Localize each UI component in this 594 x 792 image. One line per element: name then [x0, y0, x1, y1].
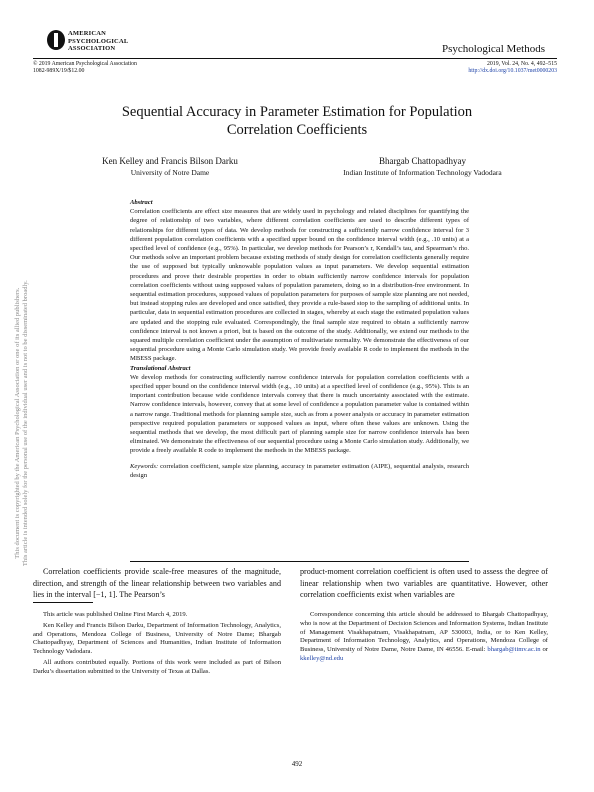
- email-link[interactable]: kkelley@nd.edu: [300, 654, 344, 662]
- citation-meta: [468, 61, 557, 75]
- publisher-name-line: AMERICAN: [68, 30, 107, 37]
- issn-line: 1082-989X/19/$12.00: [33, 68, 85, 74]
- footnote-correspondence: [300, 611, 548, 666]
- volume-line: 2019, Vol. 24, No. 4, 492–515: [487, 61, 557, 67]
- page-number: 492: [291, 760, 303, 768]
- correspondence-text: Correspondence concerning this article should be addressed to Bhargab Chattopadhyay, who is now at the Department of Decision Sciences and Information Systems, Indian Institute of Management Visakhapatnam, Visakhapatnam, AP 530003, India, or to Ken Kelley, Department of Information Technology, Analytics, and Operations, Mendoza College of Business, University of Notre Dame, Notre Dame, IN 46556. E-mail:: [300, 611, 548, 654]
- side-notice-line: This document is copyrighted by the American Psychological Association or one of its allied publishers.: [13, 287, 21, 559]
- side-notice-line: This article is intended solely for the personal use of the individual user and is not to be disseminated broadly.: [22, 280, 29, 567]
- body-text-right: product-moment correlation coefficient is often used to assess the degree of linear relationship when two variables are quantitative. However, other correlation coefficients exist when variables are: [300, 567, 548, 600]
- author-block: [300, 156, 545, 178]
- publisher-name-line: ASSOCIATION: [68, 45, 116, 52]
- header-rule: [33, 58, 557, 59]
- abstract-heading: Abstract: [130, 199, 153, 206]
- footnote-rule: [33, 602, 93, 603]
- footnote: This article was published Online First March 4, 2019.: [43, 611, 188, 618]
- author-names: Bhargab Chattopadhyay: [378, 156, 467, 166]
- publisher-name: [68, 30, 128, 53]
- email-link[interactable]: bhargab@iimv.ac.in: [487, 646, 541, 654]
- author-names: Ken Kelley and Francis Bilson Darku: [102, 156, 238, 166]
- keywords: [130, 462, 469, 480]
- abstract-section: [130, 198, 469, 480]
- footnote: All authors contributed equally. Portions of this work were included as part of Bilson Darku’s dissertation submitted to the University of Texas at Dallas.: [33, 658, 281, 675]
- title-line: Correlation Coefficients: [226, 122, 368, 138]
- author-affiliation: Indian Institute of Information Technology Vadodara: [343, 168, 502, 177]
- author-affiliation: University of Notre Dame: [130, 168, 210, 177]
- article-title: [60, 103, 534, 139]
- translational-abstract-heading: Translational Abstract: [130, 364, 191, 372]
- author-block: [60, 156, 280, 178]
- keywords-label: Keywords:: [130, 462, 159, 470]
- copyright-side-notice: [14, 203, 30, 643]
- copyright-line: © 2019 American Psychological Association: [33, 61, 137, 67]
- apa-logo-icon: [47, 30, 65, 50]
- doi-link[interactable]: http://dx.doi.org/10.1037/met0000203: [468, 68, 557, 74]
- translational-abstract-text: We develop methods for constructing sufficiently narrow confidence intervals for population correlation coefficients with a specified upper bound on the confidence interval width (e.g., .10 units) at a specified level of confidence (e.g., 95%). This is an important contribution because wide confidence intervals convey that there is much uncertainty associated with the estimate. Narrow confidence intervals, however, convey that at some level of confidence a population parameter value is contained within a narrow range. Traditional methods for planning sample size, such as from a power analysis or accuracy in parameter estimation perspective required population parameters or supposed values as input, where often these values are unknown. Using the sequential methods that we develop, the most difficult part of planning sample size for narrow confidence intervals has been eliminated. We demonstrate the effectiveness of our sequential procedure using a Monte Carlo simulation study. Additionally, we provide a freely available R code to implement the methods in the MBESS package.: [130, 373, 469, 455]
- abstract-rule: [130, 561, 469, 562]
- or-text: or: [542, 646, 548, 654]
- title-line: Sequential Accuracy in Parameter Estimation for Population: [121, 104, 473, 120]
- abstract-text: Correlation coefficients are effect size measures that are widely used in psychology and related disciplines for quantifying the degree of relationship of two variables, where different correlation coefficients are used to describe different types of relationships for different types of data. We develop methods for constructing a sufficiently narrow confidence interval for 3 different population correlation coefficients with a specified upper bound on the confidence interval width (e.g., .10 units) at a specified level of confidence (e.g., 95%). In particular, we develop methods for Pearson’s r, Kendall’s tau, and Spearman’s rho. Our methods solve an important problem because existing methods of study design for correlation coefficients generally require the use of supposed but typically unknowable population values as input parameters. We develop sequential estimation procedures and prove their desirable properties in order to obtain sufficiently narrow confidence intervals for population correlation coefficients without using supposed values of population parameters, doing so in a distribution-free environment. In sequential estimation procedures, supposed values of population parameters for purposes of sample size planning are not needed, but instead stopping rules are developed and once satisfied, they provide a rule-based stop to the sampling of additional units. In particular, data in sequential estimation procedures are collected in stages, whereby at each stage the estimated population values are updated and the stopping rule evaluated. Correspondingly, the final sample size required to obtain a sufficiently narrow confidence interval is not known a priori, but is based on the outcome of the study. Additionally, we extend our methods to the squared multiple correlation coefficient under the assumption of multivariate normality. We demonstrate the effectiveness of our sequential procedure using a Monte Carlo simulation study. We provide freely available R code to implement the methods in the MBESS package.: [130, 208, 469, 363]
- journal-name: Psychological Methods: [442, 43, 545, 55]
- publisher-name-line: PSYCHOLOGICAL: [68, 37, 129, 45]
- copyright-meta: [33, 61, 137, 75]
- body-text-left: Correlation coefficients provide scale-free measures of the magnitude, direction, and strength of the linear relationship between two variables and lies in the interval [−1, 1]. The Pearson’s: [33, 567, 281, 600]
- footnotes-left: [33, 611, 281, 679]
- footnote: Ken Kelley and Francis Bilson Darku, Department of Information Technology, Analytics, and Operations, Mendoza College of Business, University of Notre Dame; Bhargab Chattopadhyay, Department of Sciences and Humanities, Indian Institute of Information Technology Vadodara.: [33, 621, 281, 656]
- keywords-text: correlation coefficient, sample size planning, accuracy in parameter estimation (AIPE), sequential analysis, research design: [130, 462, 469, 479]
